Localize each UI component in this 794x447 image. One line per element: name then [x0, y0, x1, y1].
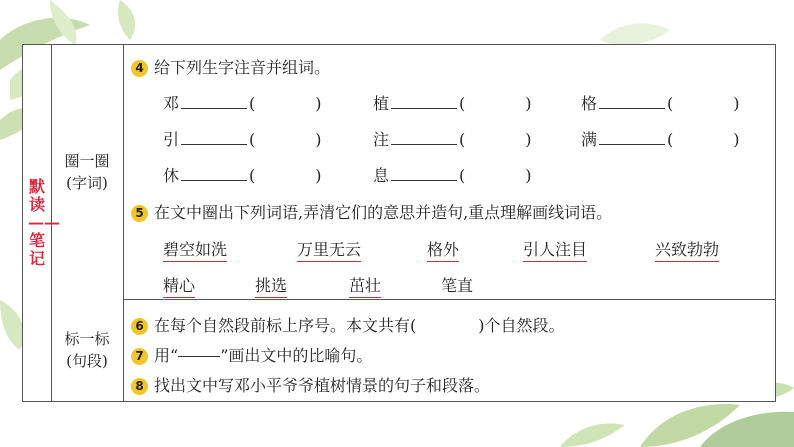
paren: ) [525, 166, 532, 185]
question-text: )个自然段。 [478, 316, 565, 335]
question-text: 在文中圈出下列词语,弄清它们的意思并造句,重点理解画线词语。 [154, 203, 613, 222]
pinyin-blank[interactable] [391, 94, 457, 109]
paren: ) [525, 130, 532, 149]
char-item [373, 91, 532, 114]
underline-sample [178, 356, 220, 357]
question-6 [131, 313, 565, 336]
paren: ) [733, 130, 740, 149]
vocab-word: 兴致勃勃 [655, 237, 719, 262]
pinyin-blank[interactable] [391, 130, 457, 145]
pinyin-blank[interactable] [599, 130, 665, 145]
pinyin-blank[interactable] [181, 94, 247, 109]
vocab-word: 碧空如洗 [163, 237, 227, 262]
pinyin-blank[interactable] [391, 166, 457, 181]
pinyin-blank[interactable] [181, 130, 247, 145]
question-text: ”画出文中的比喻句。 [220, 346, 373, 365]
pinyin-blank[interactable] [599, 94, 665, 109]
char-item [163, 163, 322, 186]
char-item [163, 127, 322, 150]
vocab-word: 格外 [427, 237, 459, 262]
question-7 [131, 343, 372, 366]
paren: ( [459, 166, 466, 185]
char-item [373, 163, 532, 186]
section-label-words: 圈一圈 (字词) [64, 152, 110, 192]
question-text: 给下列生字注音并组词。 [154, 58, 331, 77]
question-5 [131, 200, 612, 223]
char-item [163, 91, 322, 114]
char: 休 [163, 166, 180, 185]
char: 邓 [163, 94, 180, 113]
paren: ( [249, 94, 256, 113]
char: 引 [163, 130, 180, 149]
vocab-word: 茁壮 [349, 273, 381, 298]
pinyin-blank[interactable] [181, 166, 247, 181]
vocab-word: 挑选 [255, 273, 287, 298]
vocab-word: 引人注目 [523, 237, 587, 262]
vocab-word: 精心 [163, 273, 195, 298]
notes-table [22, 44, 776, 402]
side-header [23, 45, 60, 401]
question-8 [131, 373, 490, 396]
question-text: 用“ [154, 346, 179, 365]
section-label-sentences: 标一标 (句段) [64, 330, 110, 370]
number-badge: 6 [131, 318, 148, 335]
question-4 [131, 55, 330, 78]
vocab-word: 万里无云 [297, 237, 361, 262]
char-item [373, 127, 532, 150]
number-badge: 8 [131, 378, 148, 395]
char: 满 [581, 130, 598, 149]
paren: ( [459, 130, 466, 149]
char: 植 [373, 94, 390, 113]
vocab-word: 笔直 [441, 276, 474, 295]
divider [123, 45, 124, 401]
char: 格 [581, 94, 598, 113]
question-text: 找出文中写邓小平爷爷植树情景的句子和段落。 [154, 376, 491, 395]
paren: ( [249, 130, 256, 149]
paren: ( [249, 166, 256, 185]
number-badge: 4 [131, 60, 148, 77]
paren: ( [667, 94, 674, 113]
question-text: 在每个自然段前标上序号。本文共有( [154, 316, 417, 335]
number-badge: 5 [131, 205, 148, 222]
paren: ) [525, 94, 532, 113]
paren: ( [667, 130, 674, 149]
paren: ) [315, 94, 322, 113]
paren: ) [315, 166, 322, 185]
number-badge: 7 [131, 348, 148, 365]
char: 注 [373, 130, 390, 149]
char-item [581, 91, 740, 114]
paren: ( [459, 94, 466, 113]
char: 息 [373, 166, 390, 185]
side-label: 默读——笔记 [28, 177, 60, 268]
paren: ) [315, 130, 322, 149]
divider [123, 299, 775, 300]
char-item [581, 127, 740, 150]
paren: ) [733, 94, 740, 113]
